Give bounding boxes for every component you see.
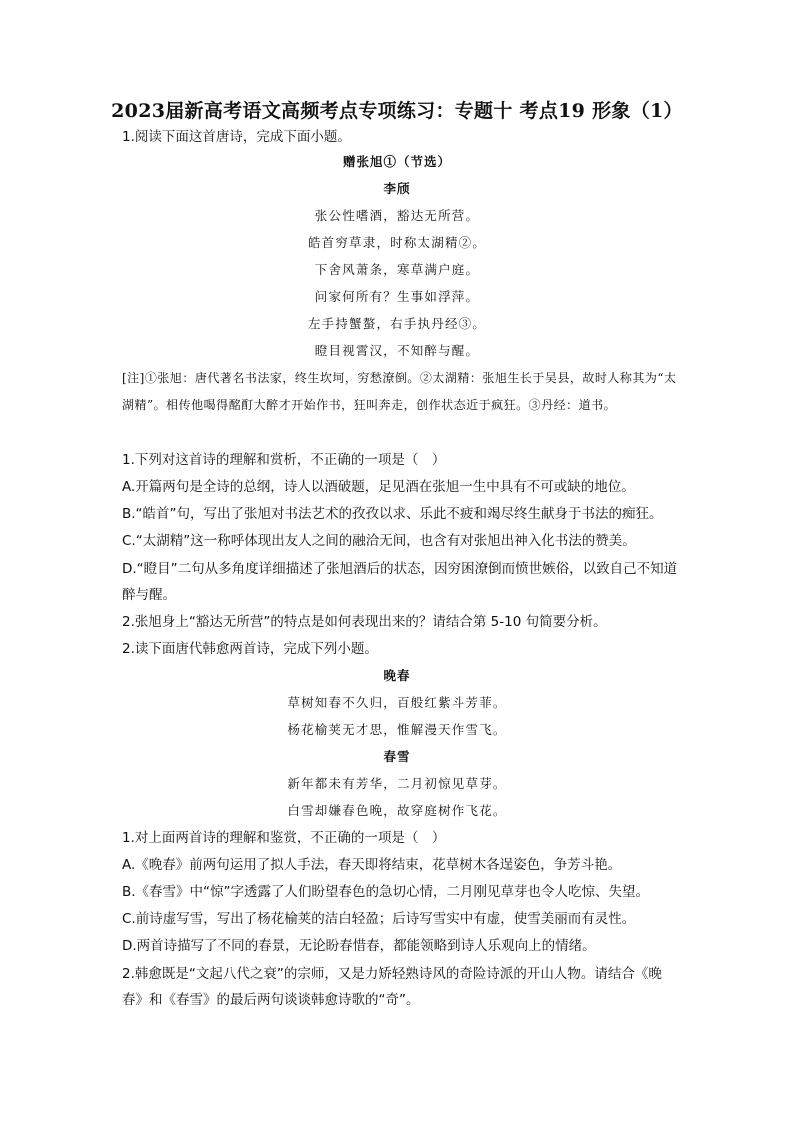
q2-option-c: C.前诗虚写雪，写出了杨花榆荚的洁白轻盈；后诗写雪实中有虚，使雪美丽而有灵性。 — [122, 911, 636, 927]
q1-option-a: A.开篇两句是全诗的总纲，诗人以酒破题，足见酒在张旭一生中具有不可或缺的地位。 — [122, 479, 635, 495]
q1-sub2: 2.张旭身上“豁达无所营”的特点是如何表现出来的？请结合第 5-10 句简要分析。 — [122, 614, 607, 630]
q1-poem-line: 张公性嗜酒，豁达无所营。 — [314, 208, 480, 223]
q2-poem2-line: 新年都未有芳华，二月初惊见草芽。 — [287, 776, 507, 791]
q1-option-b: B.“皓首”句，写出了张旭对书法艺术的孜孜以求、乐此不疲和竭尽终生献身于书法的痴狂。 — [122, 506, 663, 522]
q2-poem1-line: 杨花榆荚无才思，惟解漫天作雪飞。 — [287, 722, 507, 737]
q1-intro: 1.阅读下面这首唐诗，完成下面小题。 — [122, 129, 351, 145]
q1-poem-line: 问家何所有？生事如浮萍。 — [314, 289, 480, 304]
q2-poem2-line: 白雪却嫌春色晚，故穿庭树作飞花。 — [287, 803, 507, 818]
q2-option-a: A.《晚春》前两句运用了拟人手法，春天即将结束，花草树木各逞姿色，争芳斗艳。 — [122, 857, 622, 873]
q1-option-d: D.“瞪目”二句从多角度详细描述了张旭酒后的状态，因穷困潦倒而愤世嫉俗，以致自己不知道醉与醒。 — [122, 561, 678, 603]
page-title: 2023届新高考语文高频考点专项练习：专题十 考点19 形象（1） — [111, 100, 683, 122]
q1-poem-author: 李颀 — [383, 181, 411, 196]
q1-sub1: 1.下列对这首诗的理解和赏析，不正确的一项是（ ） — [122, 452, 446, 468]
q2-sub2: 2.韩愈既是“文起八代之衰”的宗师，又是力矫轻熟诗风的奇险诗派的开山人物。请结合《晚春》和《春雪》的最后两句谈谈韩愈诗歌的“奇”。 — [122, 966, 662, 1008]
q2-poem1-line: 草树知春不久归，百般红紫斗芳菲。 — [287, 695, 507, 710]
q2-poem1-title: 晚春 — [383, 668, 411, 683]
q2-intro: 2.读下面唐代韩愈两首诗，完成下列小题。 — [122, 641, 378, 657]
q1-note: [注]①张旭：唐代著名书法家，终生坎坷，穷愁潦倒。②太湖精：张旭生长于吴县，故时人称其为“太湖精”。相传他喝得酩酊大醉才开始作书，狂叫奔走，创作状态近于疯狂。③丹经：道书。 — [122, 371, 677, 412]
q2-sub1: 1.对上面两首诗的理解和鉴赏，不正确的一项是（ ） — [122, 830, 446, 846]
q1-poem-title: 赠张旭①（节选） — [342, 154, 451, 169]
q2-option-d: D.两首诗描写了不同的春景，无论盼春惜春，都能领略到诗人乐观向上的情绪。 — [122, 938, 596, 954]
q1-poem-line: 皓首穷草隶，时称太湖精②。 — [307, 235, 487, 250]
q2-poem2-title: 春雪 — [383, 749, 411, 764]
q1-poem-line: 瞪目视霄汉，不知醉与醒。 — [314, 343, 480, 358]
q1-poem-line: 左手持蟹螯，右手执丹经③。 — [307, 316, 487, 331]
q1-poem-line: 下舍风萧条，寒草满户庭。 — [314, 262, 480, 277]
q2-option-b: B.《春雪》中“惊”字透露了人们盼望春色的急切心情，二月刚见草芽也令人吃惊、失望。 — [122, 884, 650, 900]
q1-option-c: C.“太湖精”这一称呼体现出友人之间的融洽无间，也含有对张旭出神入化书法的赞美。 — [122, 533, 636, 549]
